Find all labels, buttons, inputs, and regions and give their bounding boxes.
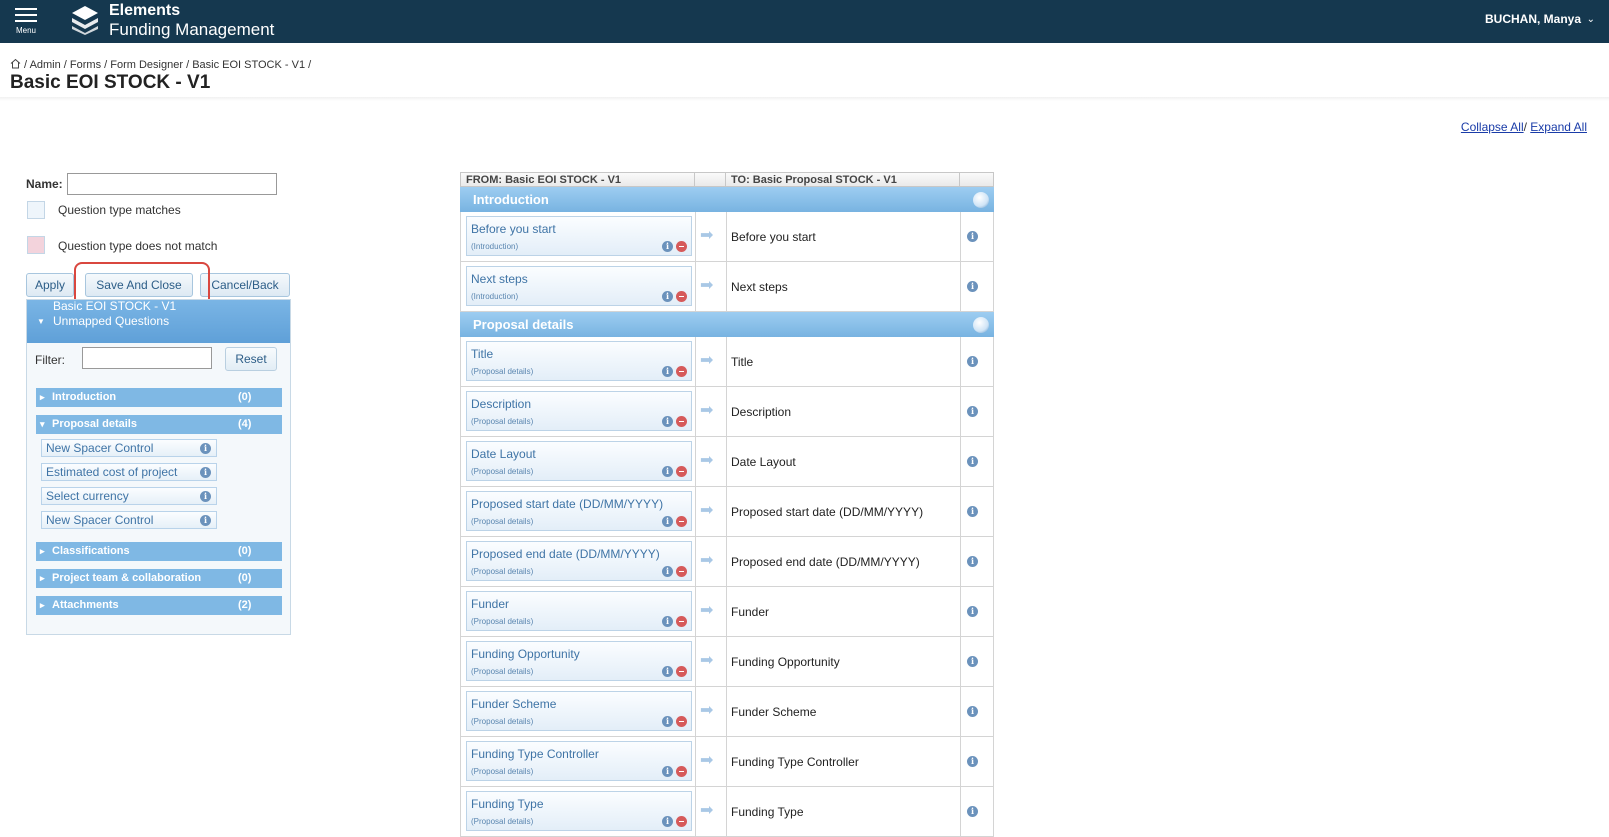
group-count: (0) [238, 545, 252, 557]
column-separator [695, 687, 696, 736]
from-question-card[interactable] [466, 641, 692, 681]
from-question-label: Funding Type [471, 797, 544, 811]
section-header[interactable] [460, 187, 994, 212]
caret-down-icon: ▼ [37, 317, 45, 326]
panel-header[interactable] [27, 300, 290, 343]
elements-logo[interactable] [70, 4, 100, 36]
column-separator [726, 437, 727, 486]
from-header: FROM: Basic EOI STOCK - V1 [466, 174, 622, 186]
group-count: (0) [238, 391, 252, 403]
breadcrumb-admin[interactable]: Admin [29, 59, 61, 71]
from-question-label: Before you start [471, 222, 556, 236]
from-question-section: (Proposal details) [471, 817, 534, 826]
remove-icon[interactable] [676, 466, 687, 477]
mapping-row [460, 337, 994, 387]
mapping-row [460, 262, 994, 312]
column-separator [726, 737, 727, 786]
from-question-label: Funding Opportunity [471, 647, 580, 661]
info-icon[interactable]: i [200, 491, 211, 502]
column-separator [726, 262, 727, 311]
column-separator [695, 787, 696, 836]
filter-input[interactable] [82, 347, 212, 369]
group-label: Attachments [52, 599, 119, 611]
info-icon[interactable]: i [200, 443, 211, 454]
mapping-row [460, 687, 994, 737]
unmapped-question-label: Select currency [46, 489, 129, 503]
column-separator [695, 262, 696, 311]
remove-icon[interactable] [676, 666, 687, 677]
info-icon[interactable]: i [967, 281, 978, 292]
unmapped-question-label: New Spacer Control [46, 513, 154, 527]
unmapped-question[interactable] [41, 487, 217, 505]
column-separator [960, 487, 961, 536]
to-question-label: Funding Opportunity [731, 655, 840, 669]
column-separator [695, 337, 696, 386]
arrow-right-icon: ➡ [700, 452, 714, 469]
info-icon[interactable]: i [967, 806, 978, 817]
header-separator [725, 173, 726, 186]
to-question-label: Proposed end date (DD/MM/YYYY) [731, 555, 920, 569]
remove-icon[interactable] [676, 291, 687, 302]
group-introduction[interactable] [36, 388, 282, 407]
arrow-right-icon: ➡ [700, 602, 714, 619]
mapping-row [460, 537, 994, 587]
info-icon[interactable]: i [967, 456, 978, 467]
info-icon[interactable]: i [967, 506, 978, 517]
group-count: (2) [238, 599, 252, 611]
to-question-label: Proposed start date (DD/MM/YYYY) [731, 505, 924, 519]
legend-no-match-swatch [27, 236, 45, 254]
arrow-right-icon: ➡ [700, 277, 714, 294]
unmapped-question-label: Estimated cost of project [46, 465, 178, 479]
arrow-right-icon: ➡ [700, 702, 714, 719]
unmapped-question[interactable] [41, 511, 217, 529]
expand-icon: ▸ [40, 392, 45, 402]
info-icon[interactable]: i [967, 556, 978, 567]
unmapped-question[interactable] [41, 463, 217, 481]
name-input[interactable] [67, 173, 277, 195]
remove-icon[interactable] [676, 766, 687, 777]
chevron-down-icon[interactable]: ⌄ [1586, 14, 1595, 25]
info-icon[interactable]: i [662, 816, 673, 827]
header-separator [959, 173, 960, 186]
group-project-team[interactable] [36, 569, 282, 588]
group-label: Introduction [52, 391, 117, 403]
column-separator [726, 637, 727, 686]
from-question-section: (Proposal details) [471, 717, 534, 726]
column-separator [960, 337, 961, 386]
info-icon[interactable]: i [967, 606, 978, 617]
arrow-right-icon: ➡ [700, 352, 714, 369]
legend-match-text: Question type matches [58, 203, 181, 217]
info-icon[interactable]: i [200, 467, 211, 478]
legend-match-swatch [27, 201, 45, 219]
arrow-right-icon: ➡ [700, 502, 714, 519]
apply-button[interactable]: Apply [26, 273, 74, 297]
legend-no-match-text: Question type does not match [58, 239, 218, 253]
from-question-card[interactable] [466, 541, 692, 581]
expand-icon: ▸ [40, 600, 45, 610]
arrow-right-icon: ➡ [700, 227, 714, 244]
column-separator [695, 637, 696, 686]
column-separator [960, 262, 961, 311]
from-question-label: Proposed start date (DD/MM/YYYY) [471, 497, 664, 511]
mapping-row [460, 437, 994, 487]
from-question-label: Date Layout [471, 447, 536, 461]
from-question-section: (Proposal details) [471, 767, 534, 776]
column-separator [726, 787, 727, 836]
remove-icon[interactable] [676, 241, 687, 252]
to-question-label: Title [731, 355, 754, 369]
breadcrumb-current-form[interactable]: Basic EOI STOCK - V1 [192, 59, 306, 71]
to-question-label: Next steps [731, 280, 788, 294]
info-icon[interactable]: i [200, 515, 211, 526]
from-question-card[interactable] [466, 491, 692, 531]
to-question-label: Description [731, 405, 792, 419]
mapping-row [460, 787, 994, 837]
from-question-card[interactable] [466, 216, 692, 256]
remove-icon[interactable] [676, 816, 687, 827]
remove-icon[interactable] [676, 716, 687, 727]
breadcrumb: / Admin / Forms / Form Designer / Basic EOI STOCK - V1 / [10, 58, 311, 71]
save-and-close-button[interactable]: Save And Close [85, 273, 193, 297]
info-icon[interactable]: i [662, 566, 673, 577]
info-icon[interactable]: i [662, 466, 673, 477]
to-question-label: Date Layout [731, 455, 796, 469]
mapping-row [460, 587, 994, 637]
from-question-card[interactable] [466, 266, 692, 306]
info-icon[interactable]: i [662, 416, 673, 427]
from-question-label: Description [471, 397, 532, 411]
to-question-label: Funding Type Controller [731, 755, 859, 769]
info-icon[interactable]: i [662, 366, 673, 377]
column-separator [960, 387, 961, 436]
from-question-section: (Proposal details) [471, 417, 534, 426]
from-question-label: Proposed end date (DD/MM/YYYY) [471, 547, 660, 561]
remove-icon[interactable] [676, 366, 687, 377]
home-icon[interactable] [10, 58, 21, 69]
column-separator [960, 737, 961, 786]
from-question-card[interactable] [466, 591, 692, 631]
section-title: Introduction [473, 192, 549, 207]
user-menu[interactable]: BUCHAN, Manya [1484, 12, 1581, 26]
column-separator [695, 487, 696, 536]
arrow-right-icon: ➡ [700, 802, 714, 819]
info-icon[interactable]: i [662, 766, 673, 777]
remove-icon[interactable] [676, 416, 687, 427]
collapse-expand-links: Collapse All/ Expand All [1460, 120, 1587, 134]
to-question-label: Funding Type [731, 805, 804, 819]
from-question-card[interactable] [466, 741, 692, 781]
brand-subtitle: Funding Management [109, 20, 275, 39]
column-separator [960, 537, 961, 586]
info-icon[interactable]: i [662, 666, 673, 677]
hamburger-icon [13, 8, 39, 22]
to-question-label: Funder [731, 605, 770, 619]
from-question-section: (Proposal details) [471, 467, 534, 476]
column-separator [726, 387, 727, 436]
column-separator [960, 637, 961, 686]
group-label: Project team & collaboration [52, 572, 202, 584]
remove-icon[interactable] [676, 616, 687, 627]
column-separator [726, 587, 727, 636]
column-separator [960, 687, 961, 736]
column-separator [726, 687, 727, 736]
expand-icon: ▸ [40, 573, 45, 583]
unmapped-question[interactable] [41, 439, 217, 457]
mapping-header [460, 172, 994, 187]
info-icon[interactable]: i [967, 756, 978, 767]
column-separator [960, 212, 961, 261]
info-icon[interactable]: i [662, 516, 673, 527]
section-toggle-icon[interactable] [973, 192, 989, 208]
to-header: TO: Basic Proposal STOCK - V1 [731, 174, 897, 186]
cancel-back-button[interactable]: Cancel/Back [200, 273, 290, 297]
mapping-row [460, 637, 994, 687]
from-question-card[interactable] [466, 391, 692, 431]
menu-button[interactable] [13, 4, 39, 35]
group-count: (0) [238, 572, 252, 584]
column-separator [695, 537, 696, 586]
from-question-section: (Proposal details) [471, 367, 534, 376]
menu-label: Menu [15, 26, 36, 35]
to-question-label: Before you start [731, 230, 816, 244]
from-question-card[interactable] [466, 691, 692, 731]
from-question-label: Funder [471, 597, 510, 611]
column-separator [695, 437, 696, 486]
group-attachments[interactable] [36, 596, 282, 615]
brand[interactable] [109, 1, 274, 39]
column-separator [695, 212, 696, 261]
header-separator [694, 173, 695, 186]
column-separator [695, 587, 696, 636]
group-count: (4) [238, 418, 252, 430]
from-question-card[interactable] [466, 791, 692, 831]
from-question-label: Title [471, 347, 494, 361]
section-title: Proposal details [473, 317, 574, 332]
from-question-section: (Introduction) [471, 292, 519, 301]
page-title: Basic EOI STOCK - V1 [10, 72, 211, 93]
from-question-card[interactable] [466, 341, 692, 381]
remove-icon[interactable] [676, 566, 687, 577]
column-separator [726, 537, 727, 586]
reset-button[interactable]: Reset [225, 347, 277, 371]
arrow-right-icon: ➡ [700, 402, 714, 419]
info-icon[interactable]: i [662, 291, 673, 302]
from-question-section: (Proposal details) [471, 617, 534, 626]
mapping-row [460, 487, 994, 537]
column-separator [960, 437, 961, 486]
expand-icon: ▾ [40, 419, 45, 429]
from-question-label: Funding Type Controller [471, 747, 599, 761]
from-question-label: Funder Scheme [471, 697, 557, 711]
title-divider [0, 97, 1609, 101]
info-icon[interactable]: i [967, 231, 978, 242]
expand-icon: ▸ [40, 546, 45, 556]
column-separator [695, 387, 696, 436]
column-separator [960, 587, 961, 636]
info-icon[interactable]: i [967, 356, 978, 367]
info-icon[interactable]: i [967, 656, 978, 667]
arrow-right-icon: ➡ [700, 552, 714, 569]
expand-all-link[interactable]: Expand All [1530, 120, 1587, 134]
remove-icon[interactable] [676, 516, 687, 527]
unmapped-questions-panel [26, 299, 291, 635]
info-icon[interactable]: i [662, 616, 673, 627]
column-separator [726, 487, 727, 536]
to-question-label: Funder Scheme [731, 705, 817, 719]
panel-subtitle: Unmapped Questions [53, 314, 170, 328]
group-label: Proposal details [52, 418, 137, 430]
arrow-right-icon: ➡ [700, 752, 714, 769]
column-separator [695, 737, 696, 786]
mapping-row [460, 737, 994, 787]
from-question-section: (Proposal details) [471, 517, 534, 526]
from-question-section: (Introduction) [471, 242, 519, 251]
info-icon[interactable]: i [662, 716, 673, 727]
from-question-section: (Proposal details) [471, 667, 534, 676]
from-question-card[interactable] [466, 441, 692, 481]
breadcrumb-forms[interactable]: Forms [69, 59, 102, 71]
collapse-all-link[interactable]: Collapse All [1460, 120, 1524, 134]
info-icon[interactable]: i [662, 241, 673, 252]
mapping-row [460, 387, 994, 437]
group-classifications[interactable] [36, 542, 282, 561]
name-label: Name: [26, 177, 63, 191]
brand-name: Elements [109, 2, 181, 19]
info-icon[interactable]: i [967, 706, 978, 717]
arrow-right-icon: ➡ [700, 652, 714, 669]
section-header[interactable] [460, 312, 994, 337]
column-separator [726, 337, 727, 386]
from-question-section: (Proposal details) [471, 567, 534, 576]
column-separator [726, 212, 727, 261]
top-bar [0, 0, 1609, 43]
mapping-row [460, 212, 994, 262]
group-label: Classifications [52, 545, 130, 557]
breadcrumb-form-designer[interactable]: Form Designer [110, 59, 184, 71]
unmapped-question-label: New Spacer Control [46, 441, 154, 455]
panel-title: Basic EOI STOCK - V1 [53, 299, 177, 313]
info-icon[interactable]: i [967, 406, 978, 417]
from-question-label: Next steps [471, 272, 528, 286]
group-proposal-details[interactable] [36, 415, 282, 434]
column-separator [960, 787, 961, 836]
filter-label: Filter: [35, 353, 65, 367]
section-toggle-icon[interactable] [973, 317, 989, 333]
